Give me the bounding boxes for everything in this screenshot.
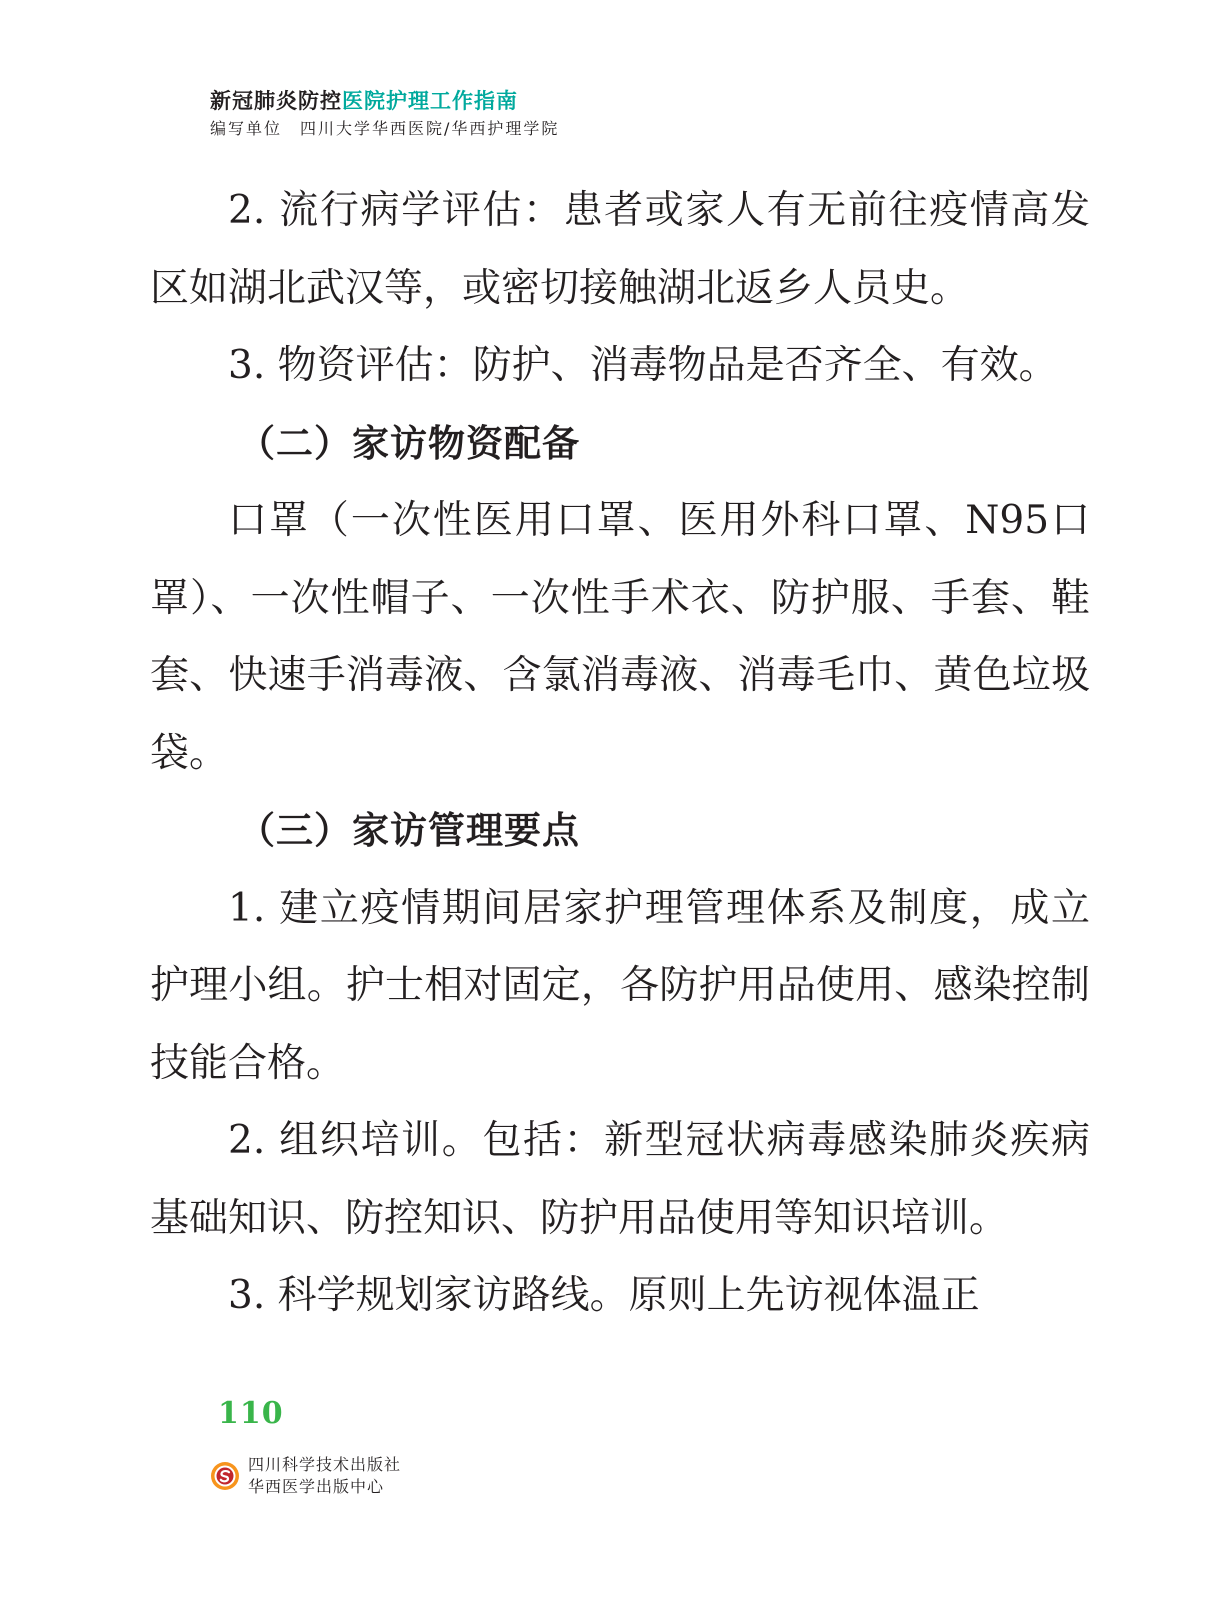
publisher-block [210, 1454, 401, 1498]
page-number: 110 [218, 1396, 284, 1431]
page-body [150, 172, 1090, 1335]
paragraph-supplies-list: 口罩（一次性医用口罩、医用外科口罩、N95口罩）、一次性帽子、一次性手术衣、防护服、手套、鞋套、快速手消毒液、含氯消毒液、消毒毛巾、黄色垃圾袋。 [150, 498, 1090, 776]
compiler-label: 编写单位 [210, 119, 283, 138]
paragraph-supplies-assessment: 3. 物资评估：防护、消毒物品是否齐全、有效。 [228, 343, 1058, 388]
book-title [210, 86, 559, 116]
compiler-org: 四川大学华西医院/华西护理学院 [300, 119, 560, 138]
publisher-names [248, 1454, 401, 1498]
paragraph-management-system: 1. 建立疫情期间居家护理管理体系及制度，成立护理小组。护士相对固定，各防护用品使用、感染控制技能合格。 [150, 885, 1090, 1086]
section-heading-management: （三）家访管理要点 [238, 809, 580, 852]
paragraph-route-planning: 3. 科学规划家访路线。原则上先访视体温正 [228, 1273, 980, 1318]
section-heading-supplies: （二）家访物资配备 [238, 421, 580, 465]
paragraph-training: 2. 组织培训。包括：新型冠状病毒感染肺炎疾病基础知识、防控知识、防护用品使用等知识培训。 [150, 1118, 1090, 1241]
book-title-accent: 医院护理工作指南 [342, 89, 518, 113]
book-title-prefix: 新冠肺炎防控 [210, 89, 342, 113]
paragraph-epidemiology: 2. 流行病学评估：患者或家人有无前往疫情高发区如湖北武汉等，或密切接触湖北返乡人员史。 [150, 188, 1090, 311]
running-header [210, 86, 559, 142]
compiler-line [210, 116, 559, 142]
publisher-name-line2: 华西医学出版中心 [248, 1477, 385, 1496]
publisher-logo-icon [210, 1461, 240, 1491]
publisher-name-line1: 四川科学技术出版社 [248, 1455, 402, 1474]
